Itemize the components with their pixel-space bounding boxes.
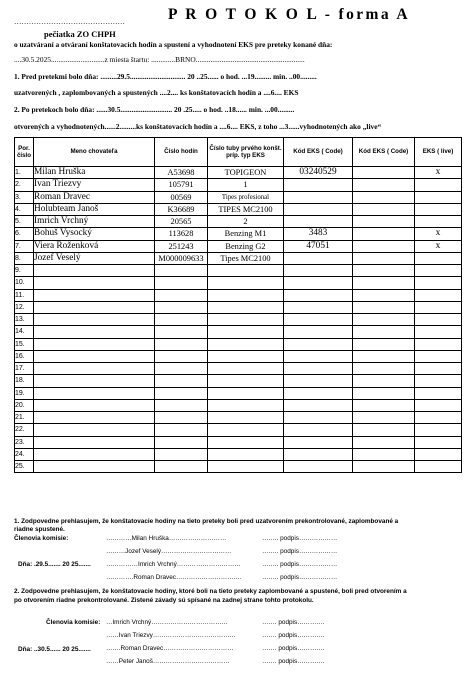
eks-code-1 bbox=[284, 448, 353, 460]
tube-type bbox=[208, 277, 284, 289]
eks-live-mark: x bbox=[415, 167, 462, 179]
row-number: 20. bbox=[15, 399, 34, 411]
table-row bbox=[15, 191, 462, 203]
row-number: 7. bbox=[15, 240, 34, 252]
row-number: 21. bbox=[15, 412, 34, 424]
eks-code-1 bbox=[284, 216, 353, 228]
row-number: 19. bbox=[15, 387, 34, 399]
tube-type: Benzing M1 bbox=[208, 228, 284, 240]
tube-type bbox=[208, 301, 284, 313]
breeder-name bbox=[34, 314, 155, 326]
declaration-1-line-2: riadne spustené. bbox=[14, 526, 65, 533]
eks-code-1 bbox=[284, 399, 353, 411]
table-row bbox=[15, 399, 462, 411]
table-row bbox=[15, 424, 462, 436]
row-number: 13. bbox=[15, 314, 34, 326]
header-eks-live: EKS ( live) bbox=[415, 138, 462, 167]
breeder-name: Imrich Vrchný bbox=[34, 216, 155, 228]
clock-number: 113628 bbox=[155, 228, 208, 240]
eks-live-mark bbox=[415, 252, 462, 264]
eks-code-1 bbox=[284, 326, 353, 338]
signature-line: …….. podpis……………… bbox=[262, 548, 338, 555]
tube-type bbox=[208, 338, 284, 350]
eks-code-2 bbox=[353, 191, 415, 203]
breeder-name bbox=[34, 424, 155, 436]
breeder-name bbox=[34, 375, 155, 387]
row-number: 12. bbox=[15, 301, 34, 313]
breeder-name bbox=[34, 265, 155, 277]
row-number: 2. bbox=[15, 179, 34, 191]
clock-number bbox=[155, 314, 208, 326]
row-number: 16. bbox=[15, 350, 34, 362]
tube-type: TOPIGEON bbox=[208, 167, 284, 179]
breeder-name bbox=[34, 461, 155, 473]
eks-code-1 bbox=[284, 277, 353, 289]
page-title: P R O T O K O L - forma A bbox=[168, 6, 410, 23]
clock-number: 20565 bbox=[155, 216, 208, 228]
tube-type bbox=[208, 375, 284, 387]
table-header-row bbox=[15, 138, 462, 167]
tube-type bbox=[208, 424, 284, 436]
clock-number: K36689 bbox=[155, 203, 208, 215]
eks-code-2 bbox=[353, 399, 415, 411]
commission-member-name: …Imrich Vrchný……………………………… bbox=[106, 619, 228, 626]
eks-live-mark bbox=[415, 461, 462, 473]
table-row bbox=[15, 179, 462, 191]
commission-member-name: ……………Imrich Vrchný………………………… bbox=[106, 561, 241, 568]
breeder-name bbox=[34, 399, 155, 411]
eks-code-2 bbox=[353, 216, 415, 228]
eks-code-2 bbox=[353, 363, 415, 375]
row-number: 6. bbox=[15, 228, 34, 240]
eks-live-mark bbox=[415, 399, 462, 411]
clock-number: M000009633 bbox=[155, 252, 208, 264]
eks-live-mark bbox=[415, 387, 462, 399]
table-row bbox=[15, 301, 462, 313]
breeder-name bbox=[34, 277, 155, 289]
tube-type bbox=[208, 363, 284, 375]
eks-code-2 bbox=[353, 228, 415, 240]
row-number: 15. bbox=[15, 338, 34, 350]
table-row bbox=[15, 289, 462, 301]
table-row bbox=[15, 228, 462, 240]
stamp-label: pečiatka ZO CHPH bbox=[44, 29, 116, 39]
eks-code-2 bbox=[353, 167, 415, 179]
table-row bbox=[15, 167, 462, 179]
signature-line: ……. podpis…………. bbox=[262, 619, 325, 626]
eks-code-2 bbox=[353, 252, 415, 264]
eks-live-mark bbox=[415, 412, 462, 424]
eks-code-1 bbox=[284, 314, 353, 326]
clock-number: A53698 bbox=[155, 167, 208, 179]
row-number: 17. bbox=[15, 363, 34, 375]
table-row bbox=[15, 216, 462, 228]
row-number: 25. bbox=[15, 461, 34, 473]
clock-number bbox=[155, 338, 208, 350]
eks-code-1 bbox=[284, 265, 353, 277]
signature-line: …….. podpis……………… bbox=[262, 535, 338, 542]
eks-code-1 bbox=[284, 424, 353, 436]
tube-type: Benzing G2 bbox=[208, 240, 284, 252]
before-race-line: 1. Pred pretekmi bolo dňa: .........29.5.............................. 20 ..25...... o hod. ...19......... min. ..00......... bbox=[14, 72, 317, 81]
header-breeder-name: Meno chovateľa bbox=[34, 138, 155, 167]
eks-live-mark bbox=[415, 289, 462, 301]
eks-live-mark bbox=[415, 265, 462, 277]
table-row bbox=[15, 412, 462, 424]
eks-code-1 bbox=[284, 301, 353, 313]
breeder-name bbox=[34, 350, 155, 362]
eks-code-2 bbox=[353, 289, 415, 301]
table-row bbox=[15, 326, 462, 338]
eks-code-2 bbox=[353, 424, 415, 436]
row-number: 24. bbox=[15, 448, 34, 460]
eks-code-2 bbox=[353, 301, 415, 313]
tube-type bbox=[208, 314, 284, 326]
eks-code-2 bbox=[353, 375, 415, 387]
tube-type bbox=[208, 448, 284, 460]
clock-number bbox=[155, 399, 208, 411]
row-number: 3. bbox=[15, 191, 34, 203]
commission-member-name: ………….Roman Dravec…………………………. bbox=[106, 574, 242, 581]
eks-code-2 bbox=[353, 412, 415, 424]
clock-number bbox=[155, 448, 208, 460]
eks-code-1 bbox=[284, 338, 353, 350]
clock-number bbox=[155, 436, 208, 448]
table-row bbox=[15, 375, 462, 387]
header-eks-code-2: Kód EKS ( Code) bbox=[353, 138, 415, 167]
row-number: 10. bbox=[15, 277, 34, 289]
breeder-name bbox=[34, 436, 155, 448]
table-row bbox=[15, 436, 462, 448]
tube-type: TIPES MC2100 bbox=[208, 203, 284, 215]
breeder-name bbox=[34, 363, 155, 375]
after-race-count-line: otvorených a vyhodnotených......2.........ks konštatovacích hodín a ....6.... EKS, z toho ...3......vyhodnotených ako „live“ bbox=[14, 122, 382, 131]
eks-code-1: 03240529 bbox=[284, 167, 353, 179]
eks-live-mark bbox=[415, 350, 462, 362]
row-number: 11. bbox=[15, 289, 34, 301]
eks-code-1 bbox=[284, 363, 353, 375]
table-row bbox=[15, 338, 462, 350]
breeder-name: Bohuš Vysocký bbox=[34, 228, 155, 240]
eks-live-mark bbox=[415, 179, 462, 191]
eks-live-mark bbox=[415, 436, 462, 448]
eks-code-2 bbox=[353, 326, 415, 338]
clock-number bbox=[155, 277, 208, 289]
breeder-name bbox=[34, 289, 155, 301]
table-row bbox=[15, 314, 462, 326]
tube-type bbox=[208, 461, 284, 473]
commission-label-1: Členovia komisie: bbox=[14, 535, 69, 542]
breeder-name bbox=[34, 387, 155, 399]
breeder-name bbox=[34, 412, 155, 424]
tube-type bbox=[208, 350, 284, 362]
eks-live-mark bbox=[415, 216, 462, 228]
eks-code-1 bbox=[284, 375, 353, 387]
date-start-line: ....30.5.2025.............................z miesta štartu: .............BRNO........................................................... bbox=[14, 55, 305, 64]
commission-label-2: Členovia komisie: bbox=[46, 619, 101, 626]
intro-text: o uzatváraní a otváraní konštatovacích hodín a spustení a vyhodnotení EKS pre preteky konané dňa: bbox=[14, 40, 333, 49]
breeder-name: Viera Roženková bbox=[34, 240, 155, 252]
eks-code-1 bbox=[284, 191, 353, 203]
eks-code-1 bbox=[284, 412, 353, 424]
dots-line: ……………………………………… bbox=[14, 17, 125, 26]
eks-code-2 bbox=[353, 387, 415, 399]
header-order-number: Por. číslo bbox=[15, 138, 34, 167]
eks-code-1: 47051 bbox=[284, 240, 353, 252]
table-row bbox=[15, 265, 462, 277]
clock-number bbox=[155, 265, 208, 277]
breeder-name: Ivan Triezvy bbox=[34, 179, 155, 191]
declaration-1-line-1: 1. Zodpovedne prehlasujem, že konštatovacie hodiny na tieto preteky boli pred uzatvorením prekontrolované, zaplombované a bbox=[14, 518, 399, 525]
tube-type bbox=[208, 412, 284, 424]
clock-number bbox=[155, 289, 208, 301]
eks-code-1 bbox=[284, 350, 353, 362]
eks-code-1 bbox=[284, 252, 353, 264]
clock-number bbox=[155, 375, 208, 387]
commission-member-name: ………Jozef Veselý…………………………… bbox=[106, 548, 232, 555]
tube-type bbox=[208, 436, 284, 448]
tube-type bbox=[208, 326, 284, 338]
breeder-name bbox=[34, 326, 155, 338]
row-number: 8. bbox=[15, 252, 34, 264]
header-tube-type: Číslo tuby prvého konšt. príp. typ EKS bbox=[208, 138, 284, 167]
protocol-table bbox=[14, 137, 462, 473]
clock-number bbox=[155, 363, 208, 375]
declaration-2-line-2: po otvorením riadne prekontrolované. Zistené závady sú spísané na zadnej strane tohto protokolu. bbox=[14, 597, 314, 604]
breeder-name: Roman Dravec bbox=[34, 191, 155, 203]
header-clock-number: Číslo hodín bbox=[155, 138, 208, 167]
table-row bbox=[15, 203, 462, 215]
date-2: Dňa: ..30.5...... 20 25....... bbox=[18, 646, 91, 653]
eks-code-2 bbox=[353, 448, 415, 460]
eks-code-2 bbox=[353, 240, 415, 252]
eks-live-mark bbox=[415, 203, 462, 215]
eks-live-mark bbox=[415, 424, 462, 436]
eks-live-mark bbox=[415, 363, 462, 375]
commission-member-name: ……Peter Janoš……………………………… bbox=[106, 658, 230, 665]
clock-number: 00569 bbox=[155, 191, 208, 203]
table-row bbox=[15, 387, 462, 399]
eks-code-1 bbox=[284, 289, 353, 301]
after-race-line: 2. Po pretekoch bolo dňa: ......30.5............................ 20 .25..... o hod. ..18...... min. ...00......... bbox=[14, 105, 295, 114]
eks-code-1 bbox=[284, 436, 353, 448]
signature-line: ……. podpis…………. bbox=[262, 645, 325, 652]
eks-code-2 bbox=[353, 277, 415, 289]
clock-number bbox=[155, 301, 208, 313]
eks-live-mark bbox=[415, 277, 462, 289]
eks-live-mark bbox=[415, 375, 462, 387]
eks-code-2 bbox=[353, 265, 415, 277]
tube-type: Tipes profesional bbox=[208, 191, 284, 203]
table-row bbox=[15, 240, 462, 252]
eks-live-mark bbox=[415, 191, 462, 203]
eks-code-2 bbox=[353, 350, 415, 362]
table-row bbox=[15, 363, 462, 375]
signature-line: ……. podpis…………. bbox=[262, 632, 325, 639]
commission-member-name: …….Roman Dravec…………………………… bbox=[106, 645, 234, 652]
eks-code-2 bbox=[353, 338, 415, 350]
row-number: 18. bbox=[15, 375, 34, 387]
eks-live-mark bbox=[415, 338, 462, 350]
row-number: 14. bbox=[15, 326, 34, 338]
clock-number bbox=[155, 326, 208, 338]
eks-live-mark bbox=[415, 448, 462, 460]
clock-number: 251243 bbox=[155, 240, 208, 252]
table-row bbox=[15, 350, 462, 362]
declaration-2-line-1: 2. Zodpovedne prehlasujem, že konštatovacie hodiny, ktoré boli na tieto preteky zaplombované a spustené, boli pred otvorením a bbox=[14, 588, 407, 595]
header-eks-code-1: Kód EKS ( Code) bbox=[284, 138, 353, 167]
table-row bbox=[15, 252, 462, 264]
row-number: 1. bbox=[15, 167, 34, 179]
clock-number bbox=[155, 387, 208, 399]
row-number: 23. bbox=[15, 436, 34, 448]
clock-number bbox=[155, 424, 208, 436]
clock-number: 105791 bbox=[155, 179, 208, 191]
tube-type bbox=[208, 265, 284, 277]
table-row bbox=[15, 461, 462, 473]
tube-type bbox=[208, 387, 284, 399]
breeder-name: Milan Hruška bbox=[34, 167, 155, 179]
tube-type bbox=[208, 399, 284, 411]
clock-number bbox=[155, 461, 208, 473]
eks-live-mark: x bbox=[415, 240, 462, 252]
eks-code-1 bbox=[284, 203, 353, 215]
table-row bbox=[15, 277, 462, 289]
eks-code-1 bbox=[284, 461, 353, 473]
eks-code-2 bbox=[353, 461, 415, 473]
tube-type: Tipes MC2100 bbox=[208, 252, 284, 264]
eks-code-1 bbox=[284, 179, 353, 191]
eks-live-mark: x bbox=[415, 228, 462, 240]
tube-type bbox=[208, 289, 284, 301]
eks-live-mark bbox=[415, 326, 462, 338]
row-number: 5. bbox=[15, 216, 34, 228]
eks-code-2 bbox=[353, 179, 415, 191]
row-number: 9. bbox=[15, 265, 34, 277]
signature-line: …….. podpis……………… bbox=[262, 574, 338, 581]
eks-code-2 bbox=[353, 314, 415, 326]
eks-code-2 bbox=[353, 203, 415, 215]
breeder-name bbox=[34, 448, 155, 460]
eks-live-mark bbox=[415, 314, 462, 326]
clock-number bbox=[155, 350, 208, 362]
eks-code-1: 3483 bbox=[284, 228, 353, 240]
table-row bbox=[15, 448, 462, 460]
eks-code-1 bbox=[284, 387, 353, 399]
signature-line: ……. podpis…………. bbox=[262, 658, 325, 665]
commission-member-name: ……Ivan Triezvy………………………………… bbox=[106, 632, 236, 639]
before-race-count-line: uzatvorených , zaplombovaných a spustených ....2.... ks konštatovacích hodín a ....6.... EKS bbox=[14, 88, 299, 97]
breeder-name bbox=[34, 338, 155, 350]
breeder-name bbox=[34, 301, 155, 313]
eks-live-mark bbox=[415, 301, 462, 313]
eks-code-2 bbox=[353, 436, 415, 448]
breeder-name: Holubteam Janoš bbox=[34, 203, 155, 215]
signature-line: …….. podpis……………… bbox=[262, 561, 338, 568]
row-number: 4. bbox=[15, 203, 34, 215]
date-1: Dňa: .29.5....... 20 25....... bbox=[18, 561, 91, 568]
breeder-name: Jozef Veselý bbox=[34, 252, 155, 264]
tube-type: 2 bbox=[208, 216, 284, 228]
commission-member-name: …………Milan Hruška……………………… bbox=[106, 535, 227, 542]
clock-number bbox=[155, 412, 208, 424]
row-number: 22. bbox=[15, 424, 34, 436]
tube-type: 1 bbox=[208, 179, 284, 191]
